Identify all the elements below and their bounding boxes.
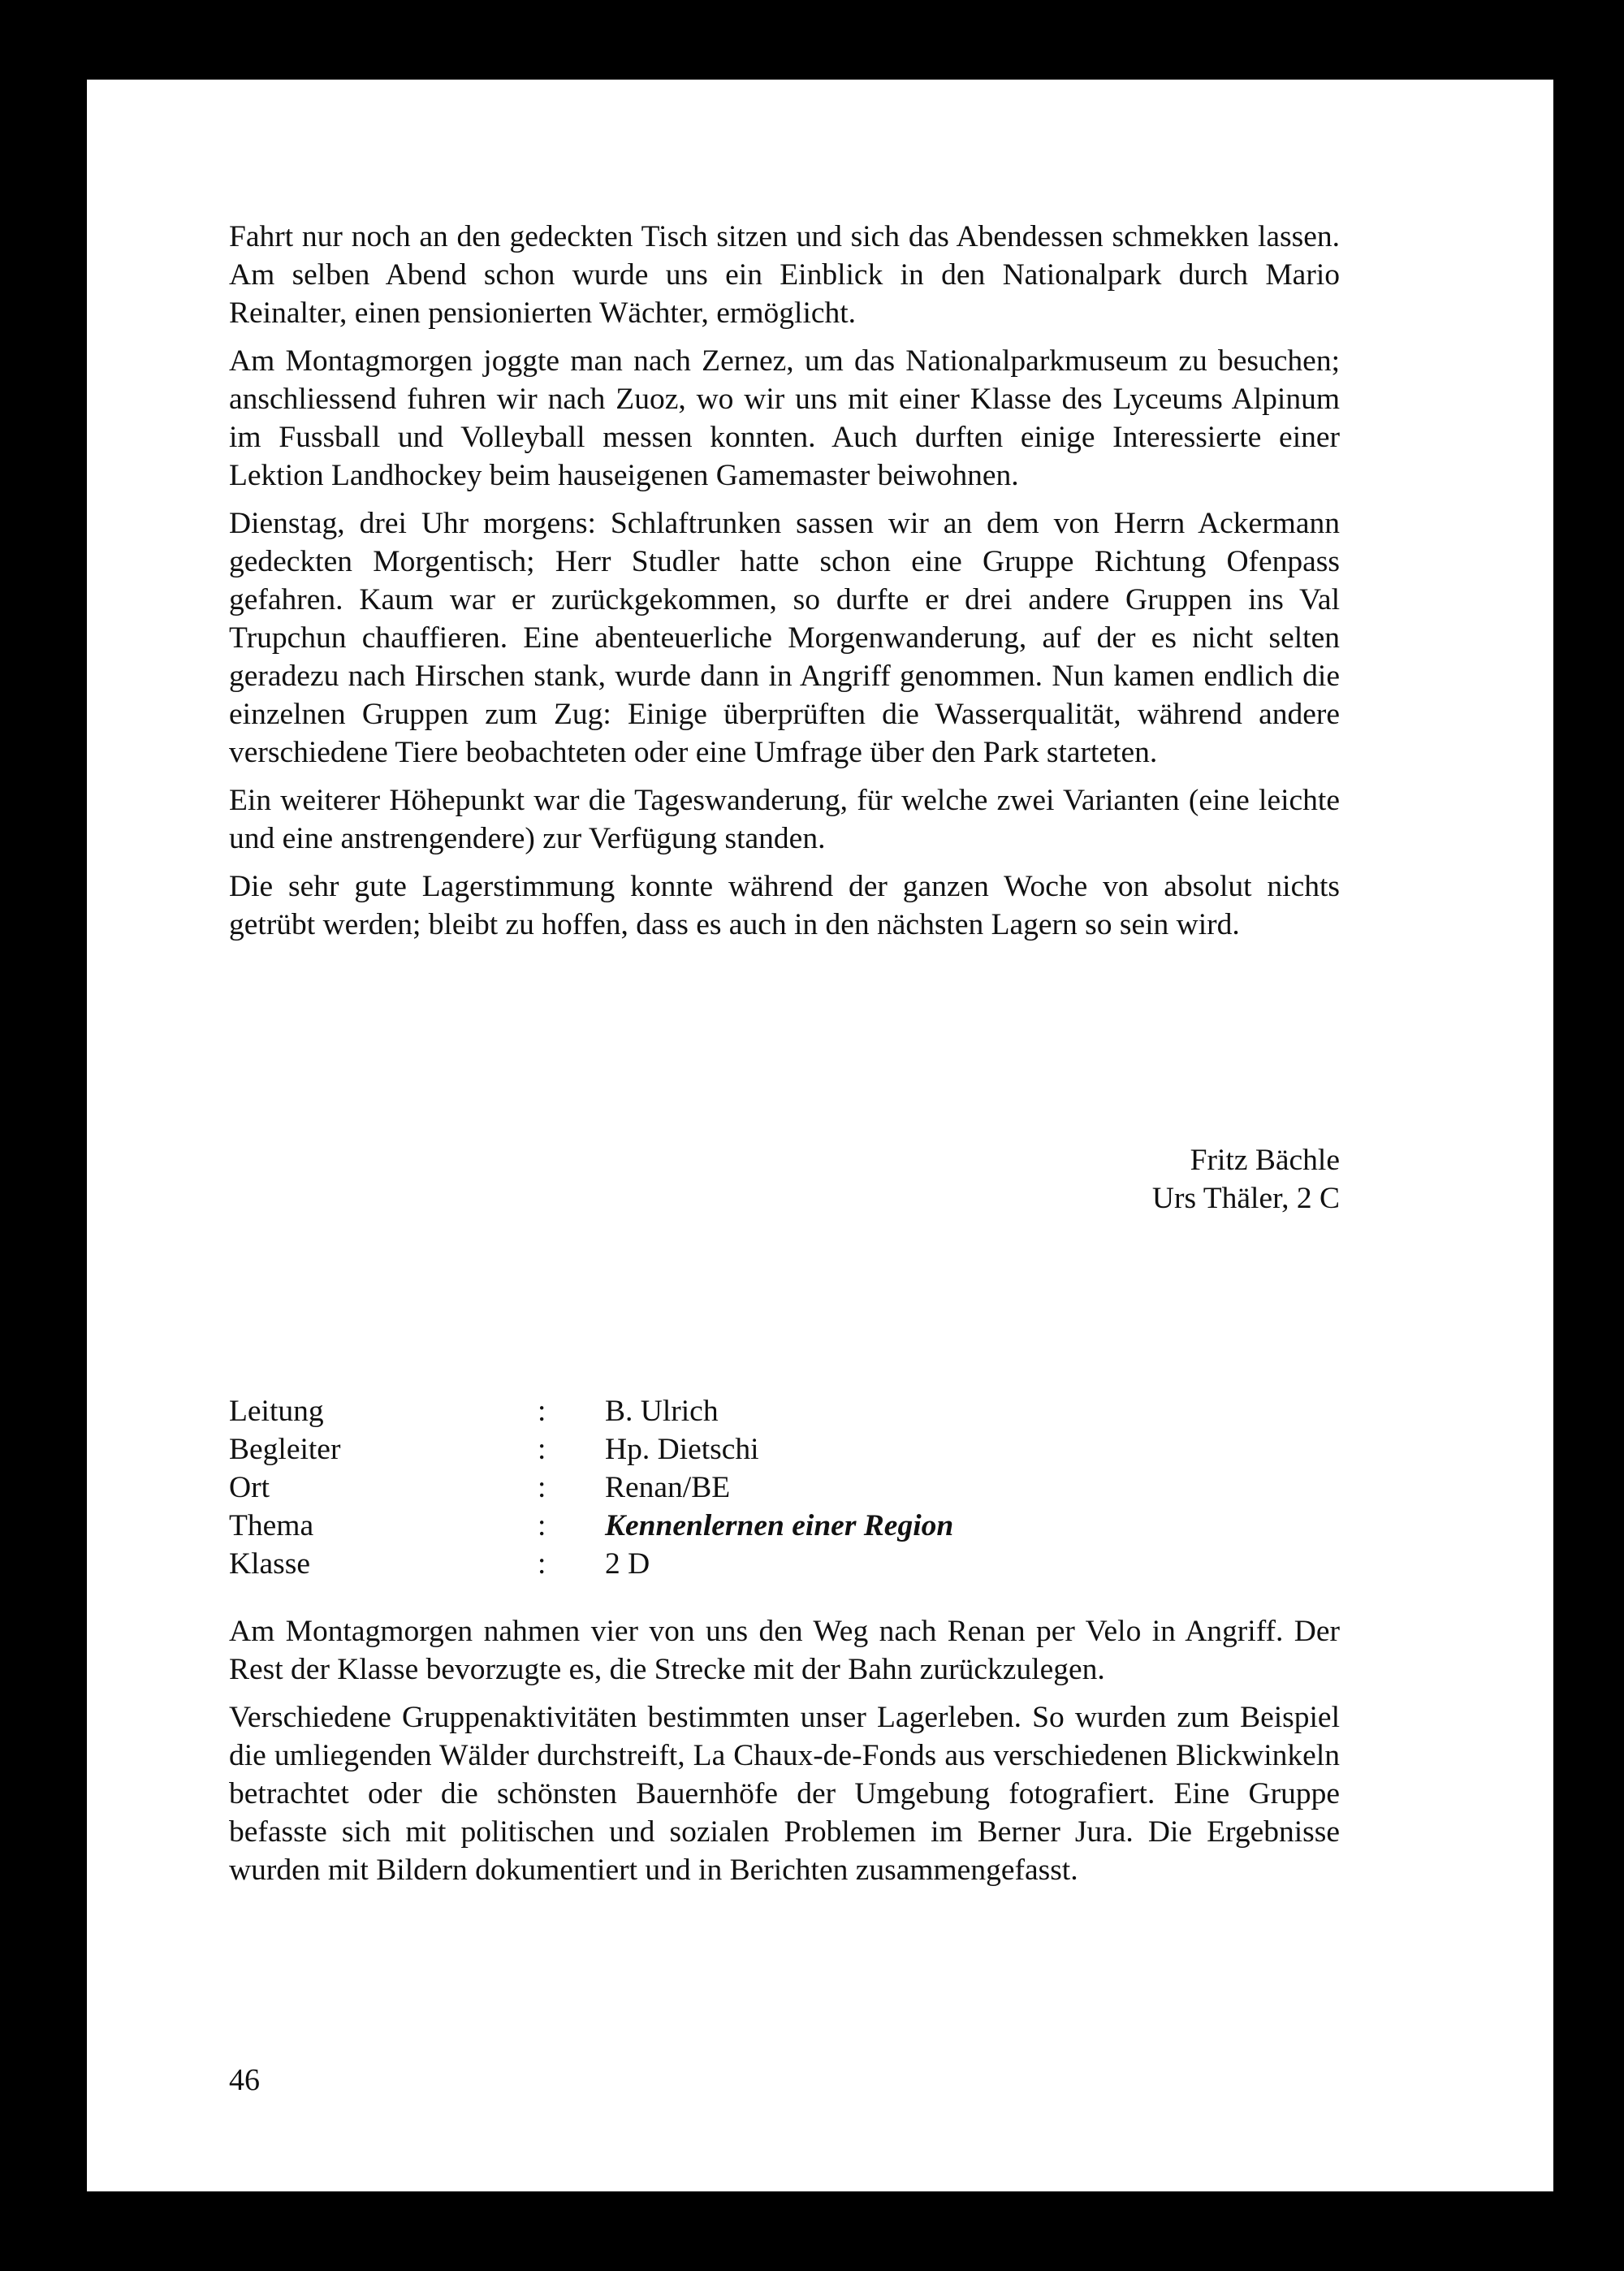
paragraph: Die sehr gute Lagerstimmung konnte während der ganzen Woche von absolut nichts getrübt werden; bleibt zu hoffen, dass es auch in den nächsten Lagern so sein wird.	[229, 870, 1340, 941]
info-row	[229, 1430, 953, 1469]
info-colon: :	[538, 1509, 546, 1542]
info-label: Leitung	[229, 1395, 324, 1428]
paragraph: Verschiedene Gruppenaktivitäten bestimmten unser Lagerleben. So wurden zum Beispiel die umliegenden Wälder durchstreift, La Chaux-de-Fonds aus verschiedenen Blickwinkeln betrachtet oder die schönsten Bauernhöfe der Umgebung fotografiert. Eine Gruppe befasste sich mit politischen und sozialen Problemen im Berner Jura. Die Ergebnisse wurden mit Bildern dokumentiert und in Berichten zusammengefasst.	[229, 1701, 1340, 1887]
info-value: Hp. Dietschi	[605, 1433, 759, 1466]
page-number: 46	[229, 2063, 260, 2097]
info-row	[229, 1545, 953, 1583]
info-label: Begleiter	[229, 1433, 341, 1466]
info-label: Thema	[229, 1509, 314, 1542]
info-row	[229, 1392, 953, 1430]
info-row	[229, 1469, 953, 1507]
paragraph: Dienstag, drei Uhr morgens: Schlaftrunken sassen wir an dem von Herrn Ackermann gedeckten Morgentisch; Herr Studler hatte schon eine Gruppe Richtung Ofenpass gefahren. Kaum war er zurückgekommen, so durfte er drei andere Gruppen ins Val Trupchun chauffieren. Eine abenteuerliche Morgenwanderung, auf der es nicht selten geradezu nach Hirschen stank, wurde dann in Angriff genommen. Nun kamen endlich die einzelnen Gruppen zum Zug: Einige überprüften die Wasserqualität, während andere verschiedene Tiere beobachteten oder eine Umfrage über den Park starteten.	[229, 507, 1340, 769]
camp-info-table	[229, 1392, 953, 1583]
info-value-theme: Kennenlernen einer Region	[605, 1509, 954, 1542]
paragraph: Ein weiterer Höhepunkt war die Tageswanderung, für welche zwei Varianten (eine leichte und eine anstrengendere) zur Verfügung standen.	[229, 784, 1340, 855]
author-name: Urs Thäler, 2 C	[1151, 1182, 1340, 1215]
author-name: Fritz Bächle	[1190, 1144, 1340, 1177]
author-signature	[1152, 1141, 1340, 1218]
paragraph: Am Montagmorgen joggte man nach Zernez, um das Nationalparkmuseum zu besuchen; anschliessend fuhren wir nach Zuoz, wo wir uns mit einer Klasse des Lyceums Alpinum im Fussball und Volleyball messen konnten. Auch durften einige Interessierte einer Lektion Landhockey beim hauseigenen Gamemaster beiwohnen.	[229, 344, 1340, 492]
report-body	[229, 1612, 1340, 1899]
document-page	[87, 80, 1553, 2191]
info-label: Ort	[229, 1471, 270, 1504]
info-colon: :	[538, 1471, 546, 1504]
paragraph: Am Montagmorgen nahmen vier von uns den Weg nach Renan per Velo in Angriff. Der Rest der Klasse bevorzugte es, die Strecke mit der Bahn zurückzulegen.	[229, 1615, 1340, 1686]
info-colon: :	[538, 1395, 546, 1428]
info-value: 2 D	[605, 1547, 650, 1581]
info-label: Klasse	[229, 1547, 310, 1581]
info-colon: :	[538, 1433, 546, 1466]
info-value: B. Ulrich	[605, 1395, 719, 1428]
article-body	[229, 218, 1340, 954]
info-colon: :	[538, 1547, 546, 1581]
info-value: Renan/BE	[605, 1471, 731, 1504]
info-row	[229, 1507, 953, 1545]
paragraph: Fahrt nur noch an den gedeckten Tisch sitzen und sich das Abendessen schmekken lassen. Am selben Abend schon wurde uns ein Einblick in den Nationalpark durch Mario Reinalter, einen pensionierten Wächter, ermöglicht.	[229, 220, 1340, 330]
